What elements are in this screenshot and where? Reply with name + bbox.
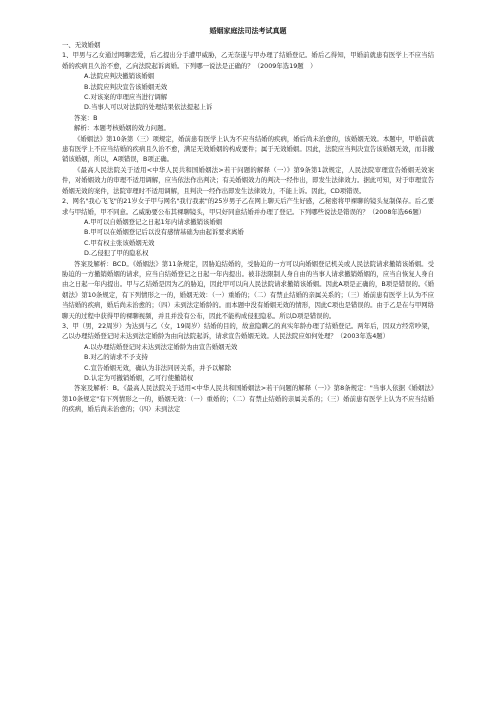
question-2-option-a: A.甲可以自婚姻登记之日起1年内请求撤销该婚姻 bbox=[84, 217, 223, 226]
question-1-option-b: B.法院应判决宣告该婚姻无效 bbox=[84, 82, 168, 91]
question-3-option-d: D.认定为可撤销婚姻，乙可行使撤销权 bbox=[84, 374, 194, 382]
question-2-option-d: D.乙侵犯了甲的隐私权 bbox=[84, 249, 149, 258]
question-1-analysis-paragraph: 《最高人民法院关于适用<中华人民共和国婚姻法>若干问题的解释（一）》第9条第1款规定，人民法院审理宣告婚姻无效案件，对婚姻效力的审理不适用调解，应当依法作出判决；有关婚姻效力的判决一经作出，即发生法律效力。据此可知，对于审理宣告婚姻无效的案件，法院审理时不适用调解，且判决一经作出即发生法律效力，不能上诉。因此，CD项错误。 bbox=[62, 165, 434, 195]
question-2-option-c: C.甲有权主张该婚姻无效 bbox=[84, 238, 155, 247]
question-3-option-c: C.宣告婚姻无效，确认为非法同居关系，并予以解除 bbox=[84, 363, 232, 372]
question-1-stem: 1、甲男与乙女通过网聊恋爱，后乙提出分手遭甲威胁，乙无奈遂与甲办理了结婚登记。婚后乙得知，甲婚前就患有医学上不应当结婚的疾病且久治不愈，乙向法院起诉离婚。下列哪一说法是正确的？（2009年选19题 ） bbox=[62, 51, 434, 70]
question-1-option-c: C.对该案的审理应当进行调解 bbox=[84, 93, 168, 102]
question-1-analysis-intro: 解析：本题考核婚姻的效力问题。 bbox=[74, 124, 170, 133]
document-page bbox=[62, 26, 434, 415]
question-1-option-d: D.当事人可以对法院的处理结果依法提起上诉 bbox=[84, 103, 213, 112]
question-2-option-b: B.甲可以在婚姻登记后以没有感情基础为由起诉要求离婚 bbox=[84, 228, 244, 237]
question-1-analysis-paragraph: 《婚姻法》第10条第（三）项规定，婚前患有医学上认为不应当结婚的疾病，婚后尚未治愈的，该婚姻无效。本题中，甲婚前就患有医学上不应当结婚的疾病且久治不愈，满足无效婚姻的构成要件；属于无效婚姻。因此，法院应当判决宣告该婚姻无效，而非撤销该婚姻，所以，A项错误，B项正确。 bbox=[62, 134, 434, 164]
question-2-stem: 2、网名"我心飞飞"的21岁女子甲与网名"我行我素"的25岁男子乙在网上聊天后产生好感，乙秘密将甲裸聊的镜头复制保存。后乙要求与甲结婚，甲不同意。乙威胁要公布其裸聊镜头，甲只好同意结婚并办理了登记。下列哪些说法是错误的？（2008年选66题） bbox=[62, 197, 434, 216]
question-1-option-a: A.法院应判决撤销该婚姻 bbox=[84, 72, 155, 81]
question-3-analysis: 答案及解析：B。《最高人民法院关于适用<中华人民共和国婚姻法>若干问题的解释（一）》第8条规定："当事人依据《婚姻法》第10条规定"有下列情形之一的，婚姻无效：（一）重婚的；（二）有禁止结婚的亲属关系的；（三）婚前患有医学上认为不应当结婚的疾病，婚后尚未治愈的；（四）未到法定 bbox=[62, 384, 434, 414]
question-2-analysis: 答案及解析：BCD。《婚姻法》第11条规定，因胁迫结婚的，受胁迫的一方可以向婚姻登记机关或人民法院请求撤销该婚姻。受胁迫的一方撤销婚姻的请求，应当自结婚登记之日起一年内提出。被非法限制人身自由的当事人请求撤销婚姻的，应当自恢复人身自由之日起一年内提出。甲与乙结婚是因为乙的胁迫，因此甲可以向人民法院请求撤销该婚姻。因此A项是正确的，B项是错误的。《婚姻法》第10条规定，有下列情形之一的，婚姻无效：（一）重婚的；（二）有禁止结婚的亲属关系的；（三）婚前患有医学上认为不应当结婚的疾病，婚后尚未治愈的；（四）未到法定婚龄的。而本题中没有婚姻无效的情形，因此C项也是错误的。由于乙是在与甲网络聊天的过程中获得甲的裸聊视频，并且并没有公布，因此不能构成侵犯隐私。所以D项是错误的。 bbox=[62, 259, 434, 320]
question-1-answer: 答案：B bbox=[74, 113, 98, 122]
document-title: 婚姻家庭法司法考试真题 bbox=[209, 27, 287, 35]
question-3-stem: 3、甲（男，22周岁）为达到与乙（女，19周岁）结婚的目的，故意隐瞒乙的真实年龄办理了结婚登记。两年后，因双方经常吵架，乙以办理结婚登记时未达到法定婚龄为由向法院起诉，请求宣告婚姻无效。人民法院应如何处理？（2003年选4题） bbox=[62, 321, 434, 341]
section-heading: 一、无效婚姻 bbox=[62, 41, 101, 49]
question-3-option-a: A.以办理结婚登记时未达到法定婚龄为由宣告婚姻无效 bbox=[84, 342, 238, 351]
question-3-option-b: B.对乙的请求不予支持 bbox=[84, 353, 148, 362]
